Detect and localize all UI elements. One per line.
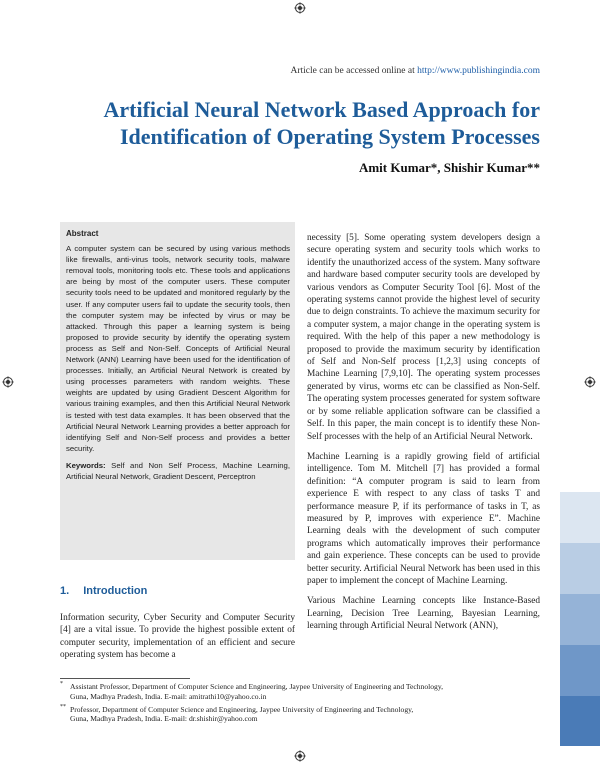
section-title: Introduction bbox=[83, 585, 148, 597]
section-heading-introduction bbox=[60, 585, 147, 597]
intro-paragraph-1: necessity [5]. Some operating system developers design a secure operating system and security tools which works to identify the unauthorized access of the system. Many software and hardware based computer security tools are developed by various vendors as Computer Security Tool [6]. Most of the operating systems cannot provide the highest level of security due to deign constraints. To achieve the maximum security for a computer system, a major change in the operating system is required. With the help of this paper a new methodology is proposed to provide the maximum security by identification of Self and Non-Self process [1,2,3] using concepts of Machine Learning [7,9,10]. The operating system processes generated by virus, worms etc can be classified as Non-Self. The operating system processes generated for system software or by some reliable application software can be classified a Self. In this paper, the main concept is to identify these Non-Self processes with the help of an Artificial Neural Network. bbox=[307, 233, 540, 442]
registration-mark-bottom-icon bbox=[294, 750, 306, 762]
right-column bbox=[307, 232, 540, 641]
footnote-1-marker: * bbox=[60, 681, 63, 687]
keywords bbox=[66, 460, 290, 482]
authors: Amit Kumar*, Shishir Kumar** bbox=[358, 160, 540, 175]
access-notice bbox=[291, 66, 541, 76]
paper-title bbox=[60, 96, 540, 150]
footnote-2-marker: ** bbox=[60, 703, 66, 710]
abstract-box bbox=[60, 222, 295, 560]
color-band-2 bbox=[560, 543, 600, 594]
footnote-divider bbox=[60, 678, 190, 679]
intro-paragraph-left: Information security, Cyber Security and Computer Security [4] are a vital issue. To provide the highest possible extent of computer security, implementation of an efficient and secure operating system has become a bbox=[60, 613, 295, 661]
keywords-label: Keywords: bbox=[66, 460, 106, 470]
color-band-3 bbox=[560, 594, 600, 645]
access-prefix: Article can be accessed online at bbox=[290, 66, 418, 76]
publisher-link[interactable]: http://www.publishingindia.com bbox=[417, 66, 540, 76]
footnote-1-line-2: Guna, Madhya Pradesh, India. E-mail: amitrathi10@yahoo.co.in bbox=[70, 691, 267, 701]
color-band-1 bbox=[560, 492, 600, 543]
section-number: 1. bbox=[60, 585, 70, 597]
title-line-1: Artificial Neural Network Based Approach for bbox=[103, 97, 540, 122]
registration-mark-right-icon bbox=[584, 376, 596, 388]
abstract-text: A computer system can be secured by using various methods like firewalls, anti-virus tools, network security tools, malware removal tools, monitoring tools etc. These tools and applications are being by most of the computer users. These computer security tools need to be updated and monitored regularly by the user. If any computer users fail to update the security tools, then the computer system may be infected by virus or may be attacked. Through this paper a learning system is being proposed to provide security by identify the operating system process as Self and Non-Self. Concepts of Artificial Neural Network (ANN) Learning have been used for the identification of processes. Initially, an Artificial Neural Network is created by using processes parameters with random weights. These weights are updated by using Gradient Descent Algorithm for various training examples, and then this Artificial Neural Network is tested with test data examples. It has been observed that the Artificial Neural Network Learning provides a better approach for identifying Self and Non-Self process and provides a better security. bbox=[66, 244, 290, 453]
title-line-2: Identification of Operating System Processes bbox=[120, 124, 540, 149]
footnote-2-line-2: Guna, Madhya Pradesh, India. E-mail: dr.shishir@yahoo.com bbox=[70, 714, 258, 724]
footnote-2 bbox=[60, 705, 530, 725]
abstract-heading: Abstract bbox=[66, 229, 99, 238]
footnote-2-line-1: Professor, Department of Computer Science and Engineering, Jaypee University of Engineering and Technology, bbox=[70, 704, 414, 714]
color-band-4 bbox=[560, 645, 600, 696]
registration-mark-top-icon bbox=[294, 2, 306, 14]
registration-mark-left-icon bbox=[2, 376, 14, 388]
color-band-5 bbox=[560, 696, 600, 746]
keywords-text: Self and Non Self Process, Machine Learning, Artificial Neural Network, Gradient Descent, Perceptron bbox=[66, 460, 290, 481]
intro-paragraph-2: Machine Learning is a rapidly growing field of artificial intelligence. Tom M. Mitchell [7] has provided a formal definition: “A computer program is said to learn from experience E with respect to any class of tasks T and performance measure P, if its performance of tasks in T, as measured by P, improves with experience E”. Machine Learning deals with the development of such computer programs which automatically improves their performance and gain experience. These concepts can be used to provide better security. Artificial Neural Network has been used in this paper to implement the concept of Machine Learning. bbox=[307, 451, 540, 586]
footnote-1-line-1: Assistant Professor, Department of Computer Science and Engineering, Jaypee University of Engineering and Technology, bbox=[70, 682, 444, 691]
footnote-1 bbox=[60, 682, 530, 702]
intro-paragraph-3: Various Machine Learning concepts like Instance-Based Learning, Decision Tree Learning, Bayesian Learning, learning through Artificial Neural Network (ANN), bbox=[307, 596, 540, 632]
footnotes bbox=[60, 682, 530, 727]
